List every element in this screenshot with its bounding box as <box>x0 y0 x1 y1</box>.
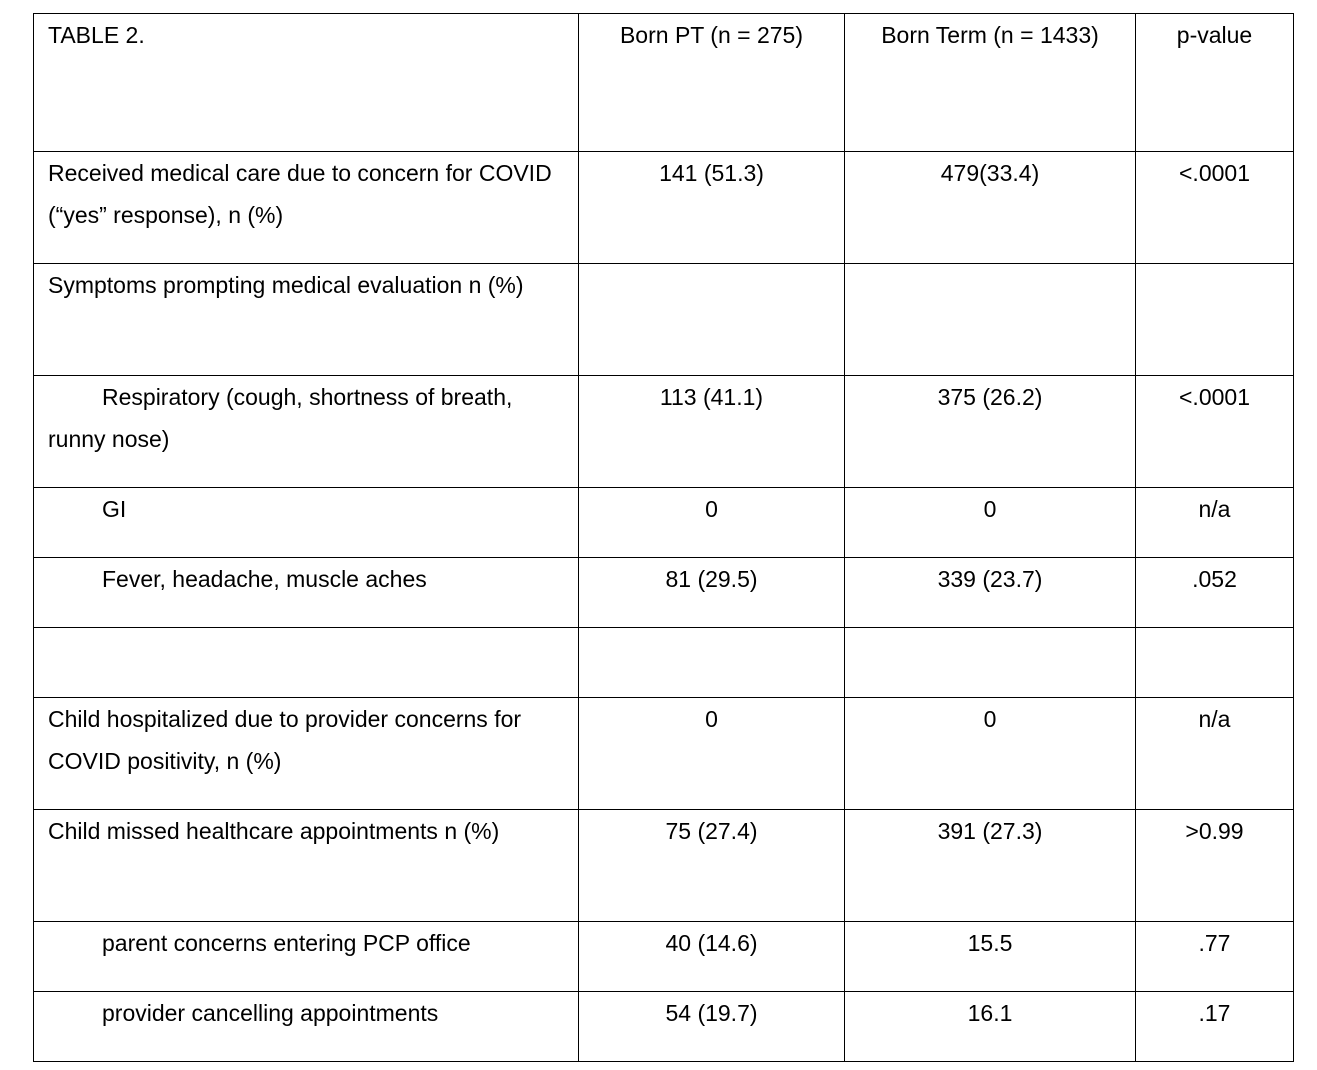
row-label-text: Respiratory (cough, shortness of breath, runny nose) <box>48 384 513 452</box>
cell-born-term: 375 (26.2) <box>845 376 1136 488</box>
cell-born-pt <box>579 628 845 698</box>
table-row <box>34 488 1294 558</box>
cell-born-term: 339 (23.7) <box>845 558 1136 628</box>
cell-born-pt <box>579 264 845 376</box>
row-label: Child hospitalized due to provider concerns for COVID positivity, n (%) <box>34 698 579 810</box>
cell-born-term: 479(33.4) <box>845 152 1136 264</box>
cell-born-pt: 40 (14.6) <box>579 922 845 992</box>
row-label: Child missed healthcare appointments n (%) <box>34 810 579 922</box>
header-row <box>34 14 1294 152</box>
cell-born-term: 16.1 <box>845 992 1136 1062</box>
table-row <box>34 922 1294 992</box>
column-header-p-value: p-value <box>1136 14 1294 152</box>
cell-born-pt: 0 <box>579 488 845 558</box>
cell-born-pt: 54 (19.7) <box>579 992 845 1062</box>
column-header-born-term: Born Term (n = 1433) <box>845 14 1136 152</box>
cell-born-term: 0 <box>845 698 1136 810</box>
cell-p-value: n/a <box>1136 488 1294 558</box>
cell-born-term: 15.5 <box>845 922 1136 992</box>
cell-p-value: .17 <box>1136 992 1294 1062</box>
cell-p-value: <.0001 <box>1136 152 1294 264</box>
cell-born-term: 391 (27.3) <box>845 810 1136 922</box>
row-label-text: GI <box>102 496 127 522</box>
row-label <box>34 558 579 628</box>
table-row <box>34 992 1294 1062</box>
row-label <box>34 376 579 488</box>
cell-born-pt: 0 <box>579 698 845 810</box>
cell-p-value: .77 <box>1136 922 1294 992</box>
cell-p-value: .052 <box>1136 558 1294 628</box>
table-row <box>34 376 1294 488</box>
table-row <box>34 558 1294 628</box>
table-row <box>34 810 1294 922</box>
table-row <box>34 264 1294 376</box>
row-label <box>34 992 579 1062</box>
row-label <box>34 922 579 992</box>
table-title: TABLE 2. <box>34 14 579 152</box>
row-label-text: provider cancelling appointments <box>102 1000 439 1026</box>
cell-born-pt: 75 (27.4) <box>579 810 845 922</box>
cell-born-term <box>845 628 1136 698</box>
row-label-text: Fever, headache, muscle aches <box>102 566 427 592</box>
row-label-text: parent concerns entering PCP office <box>102 930 471 956</box>
row-label <box>34 488 579 558</box>
row-label: Symptoms prompting medical evaluation n (%) <box>34 264 579 376</box>
row-label <box>34 628 579 698</box>
cell-born-pt: 141 (51.3) <box>579 152 845 264</box>
table-row <box>34 698 1294 810</box>
table-row <box>34 152 1294 264</box>
cell-p-value <box>1136 628 1294 698</box>
column-header-born-pt: Born PT (n = 275) <box>579 14 845 152</box>
cell-born-pt: 113 (41.1) <box>579 376 845 488</box>
cell-p-value: n/a <box>1136 698 1294 810</box>
cell-p-value: >0.99 <box>1136 810 1294 922</box>
cell-born-term <box>845 264 1136 376</box>
table-row-empty <box>34 628 1294 698</box>
cell-born-term: 0 <box>845 488 1136 558</box>
results-table <box>33 13 1294 1062</box>
cell-born-pt: 81 (29.5) <box>579 558 845 628</box>
row-label: Received medical care due to concern for COVID (“yes” response), n (%) <box>34 152 579 264</box>
cell-p-value <box>1136 264 1294 376</box>
cell-p-value: <.0001 <box>1136 376 1294 488</box>
